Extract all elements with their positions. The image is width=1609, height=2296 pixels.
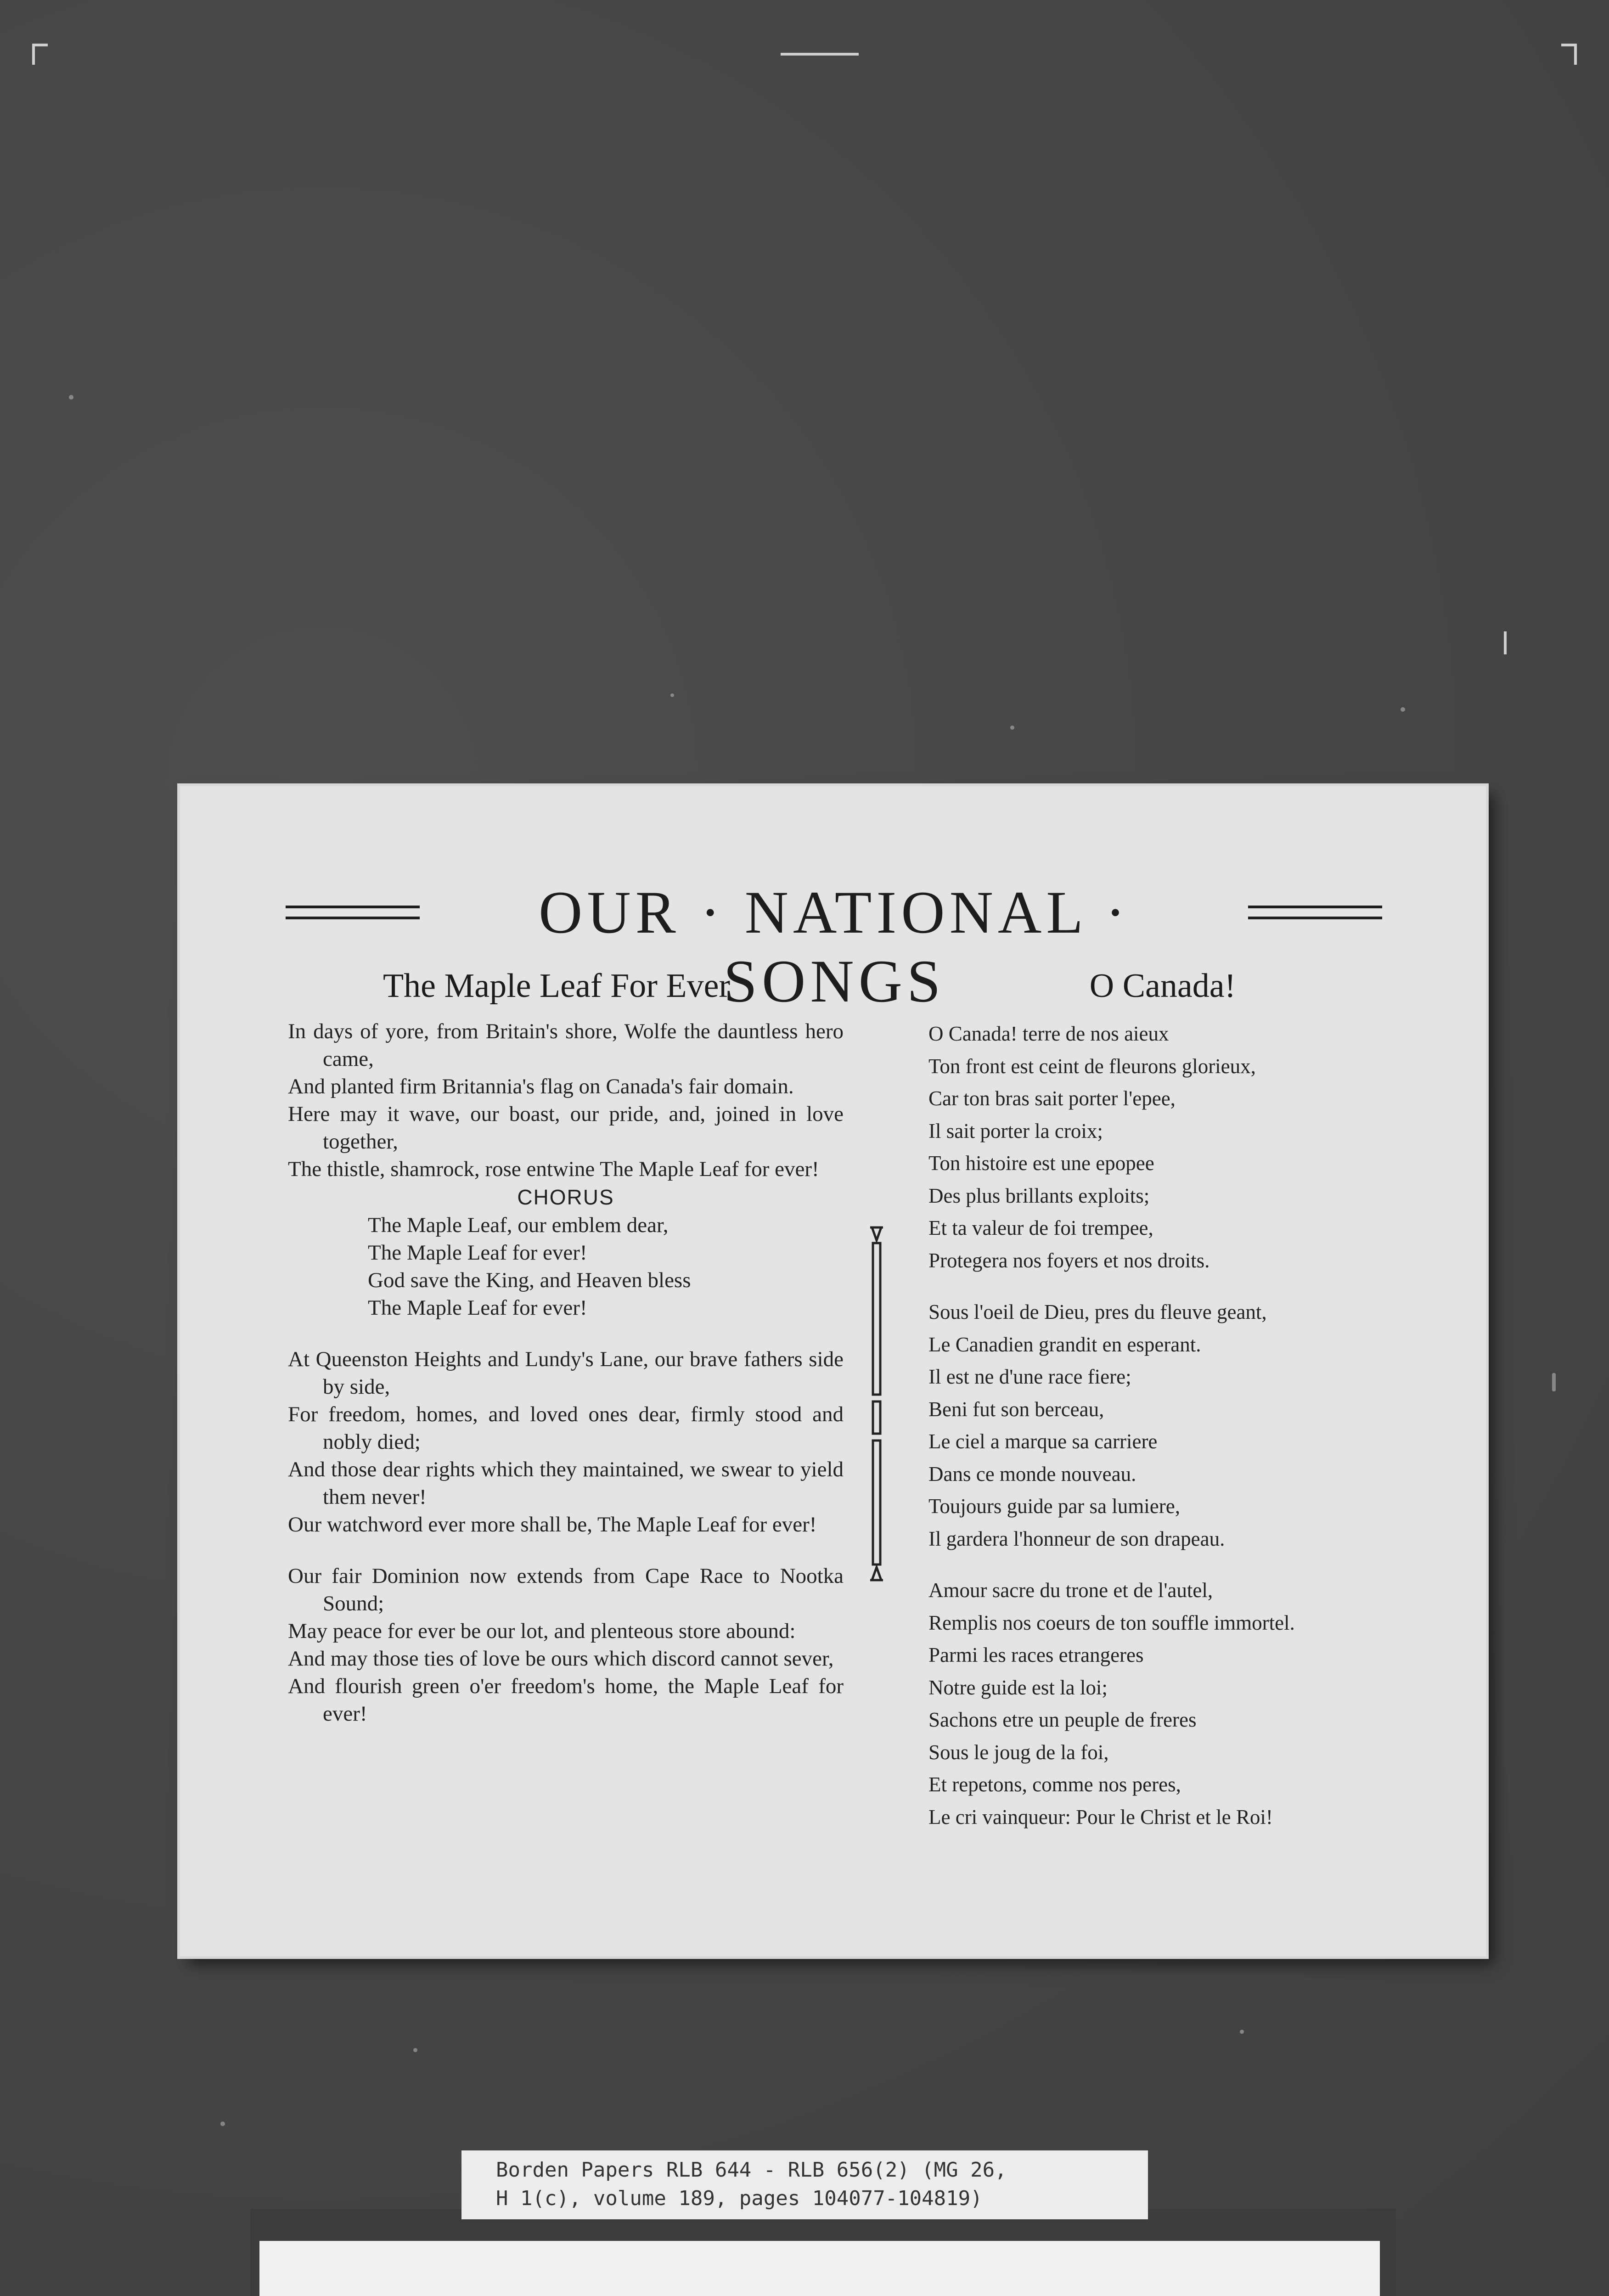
reference-caption xyxy=(461,2150,1148,2219)
top-center-mark xyxy=(781,53,859,56)
dust-speck xyxy=(1552,1373,1556,1391)
corner-mark-top-left xyxy=(32,44,48,65)
chorus-line: The Maple Leaf for ever! xyxy=(368,1296,587,1320)
verse-line: In days of yore, from Britain's shore, Wolfe the dauntless hero came, xyxy=(288,1019,844,1071)
verse-line: Car ton bras sait porter l'epee, xyxy=(928,1087,1176,1110)
dust-speck xyxy=(413,2048,417,2052)
caption-line-1: Borden Papers RLB 644 - RLB 656(2) (MG 26, xyxy=(496,2158,1007,2182)
chorus-line: The Maple Leaf for ever! xyxy=(368,1241,587,1265)
verse-line: Il gardera l'honneur de son drapeau. xyxy=(928,1527,1225,1550)
verse-line: Here may it wave, our boast, our pride, and, joined in love together, xyxy=(288,1102,844,1154)
corner-mark-top-right xyxy=(1561,44,1577,65)
heading-rule-right xyxy=(1248,906,1382,919)
verse-line: Et ta valeur de foi trempee, xyxy=(928,1216,1153,1239)
verse-line: Et repetons, comme nos peres, xyxy=(928,1773,1181,1796)
verse-line: And may those ties of love be ours which discord cannot sever, xyxy=(288,1647,834,1671)
verse-line: Parmi les races etrangeres xyxy=(928,1643,1144,1666)
verse-line: May peace for ever be our lot, and plenteous store abound: xyxy=(288,1619,796,1643)
stanza-gap xyxy=(928,1555,1397,1574)
verse-line: Le ciel a marque sa carriere xyxy=(928,1430,1158,1453)
verse-line: For freedom, homes, and loved ones dear, firmly stood and nobly died; xyxy=(288,1402,844,1454)
dust-speck xyxy=(1401,707,1405,712)
caption-line-2: H 1(c), volume 189, pages 104077-104819) xyxy=(496,2187,983,2210)
verse-line: Our watchword ever more shall be, The Maple Leaf for ever! xyxy=(288,1513,817,1536)
verse-line: Sous le joug de la foi, xyxy=(928,1740,1109,1764)
chorus-line: The Maple Leaf, our emblem dear, xyxy=(368,1213,669,1237)
archive-card xyxy=(259,2241,1380,2296)
stanza-gap xyxy=(928,1277,1397,1296)
dust-speck xyxy=(1010,726,1014,730)
dust-speck xyxy=(220,2122,225,2126)
verse-line: Remplis nos coeurs de ton souffle immortel. xyxy=(928,1611,1295,1634)
verse-line: Beni fut son berceau, xyxy=(928,1397,1104,1421)
side-tick-right xyxy=(1504,631,1507,654)
o-canada-column xyxy=(928,961,1397,1833)
song-sheet xyxy=(180,786,1486,1956)
verse-line: Il est ne d'une race fiere; xyxy=(928,1365,1131,1388)
page-title: OUR · NATIONAL · SONGS xyxy=(539,878,1130,1015)
verse-line: Des plus brillants exploits; xyxy=(928,1184,1150,1207)
verse-line: Le cri vainqueur: Pour le Christ et le Roi! xyxy=(928,1805,1273,1829)
verse-line: Ton histoire est une epopee xyxy=(928,1152,1154,1175)
verse-line: Il sait porter la croix; xyxy=(928,1119,1103,1142)
verse-line: Sachons etre un peuple de freres xyxy=(928,1708,1197,1731)
verse-line: Amour sacre du trone et de l'autel, xyxy=(928,1579,1213,1602)
dust-speck xyxy=(1240,2030,1244,2034)
verse-line: The thistle, shamrock, rose entwine The Maple Leaf for ever! xyxy=(288,1157,819,1181)
verse-line: At Queenston Heights and Lundy's Lane, our brave fathers side by side, xyxy=(288,1347,844,1399)
verse-line: Protegera nos foyers et nos droits. xyxy=(928,1249,1210,1272)
stanza-gap xyxy=(288,1322,844,1345)
o-canada-title: O Canada! xyxy=(1089,967,1236,1005)
verse-line: Le Canadien grandit en esperant. xyxy=(928,1333,1201,1356)
heading-rule-left xyxy=(286,906,420,919)
verse-line: Our fair Dominion now extends from Cape Race to Nootka Sound; xyxy=(288,1564,844,1615)
dust-speck xyxy=(69,395,73,400)
verse-line: And planted firm Britannia's flag on Canada's fair domain. xyxy=(288,1075,794,1098)
verse-line: Toujours guide par sa lumiere, xyxy=(928,1495,1180,1518)
column-divider-ornament xyxy=(867,1225,886,1583)
chorus-line: God save the King, and Heaven bless xyxy=(368,1268,691,1292)
verse-line: Ton front est ceint de fleurons glorieux, xyxy=(928,1054,1256,1078)
dust-speck xyxy=(670,693,674,697)
maple-leaf-column xyxy=(288,961,844,1728)
verse-line: Dans ce monde nouveau. xyxy=(928,1462,1136,1486)
stanza-gap xyxy=(288,1538,844,1562)
verse-line: Sous l'oeil de Dieu, pres du fleuve geant, xyxy=(928,1300,1267,1323)
chorus-heading: CHORUS xyxy=(517,1185,614,1209)
maple-leaf-title: The Maple Leaf For Ever xyxy=(383,967,731,1005)
verse-line: Notre guide est la loi; xyxy=(928,1676,1108,1699)
verse-line: O Canada! terre de nos aieux xyxy=(928,1022,1169,1045)
verse-line: And those dear rights which they maintained, we swear to yield them never! xyxy=(288,1458,844,1509)
verse-line: And flourish green o'er freedom's home, the Maple Leaf for ever! xyxy=(288,1674,844,1726)
